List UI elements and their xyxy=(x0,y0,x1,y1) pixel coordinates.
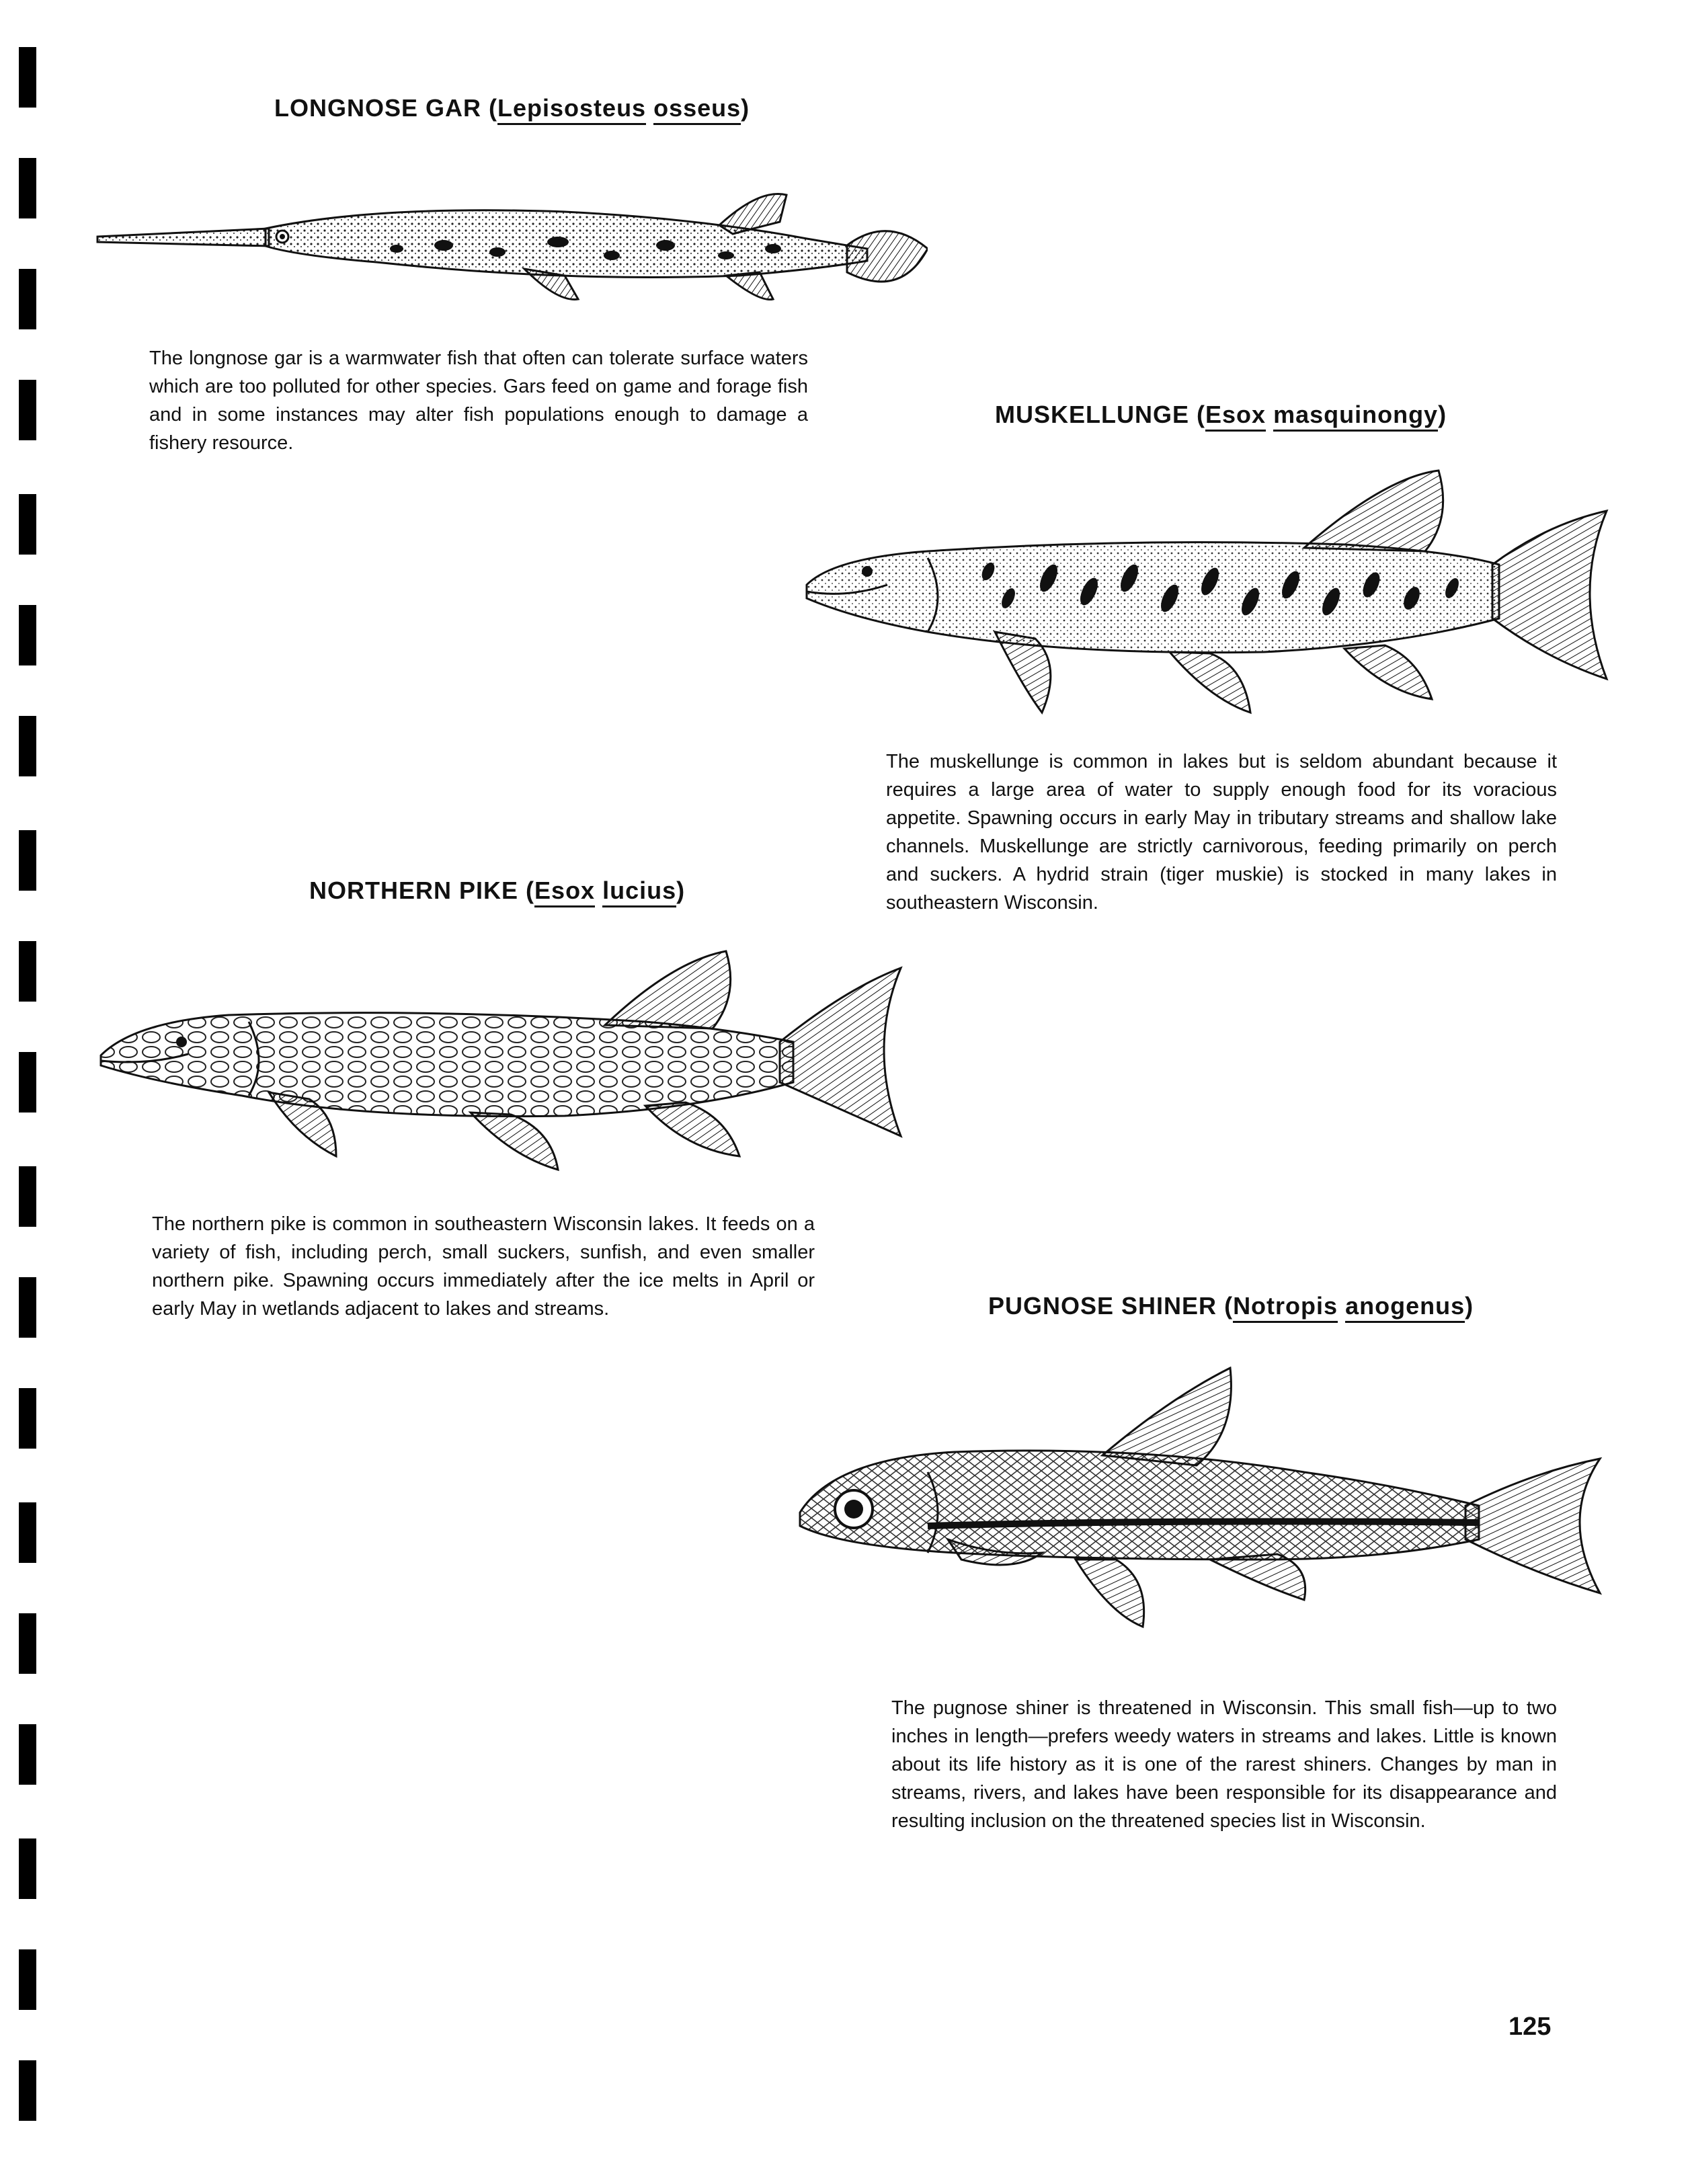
pike-genus: Esox xyxy=(534,877,595,907)
gar-title: LONGNOSE GAR (Lepisosteus osseus) xyxy=(274,94,750,122)
muskellunge-title: MUSKELLUNGE (Esox masquinongy) xyxy=(995,401,1447,429)
gar-species: osseus xyxy=(653,94,741,125)
shiner-title: PUGNOSE SHINER (Notropis anogenus) xyxy=(988,1292,1474,1320)
gar-description: The longnose gar is a warmwater fish that often can tolerate surface waters which are too polluted for other species. Gars feed on game and forage fish and in some instances may alter fish populations enough to damage a fishery resource. xyxy=(149,348,808,454)
binding-mark xyxy=(19,1949,36,2010)
muskellunge-illustration xyxy=(793,464,1613,733)
pike-species: lucius xyxy=(602,877,676,907)
binding-mark xyxy=(19,1388,36,1449)
binding-mark xyxy=(19,1724,36,1785)
binding-mark xyxy=(19,1613,36,1674)
binding-mark xyxy=(19,269,36,329)
binding-mark xyxy=(19,941,36,1002)
northern-pike-illustration xyxy=(94,941,914,1190)
binding-mark xyxy=(19,1052,36,1113)
muskellunge-genus: Esox xyxy=(1205,401,1266,432)
binding-mark xyxy=(19,716,36,776)
binding-mark xyxy=(19,380,36,440)
binding-mark xyxy=(19,1838,36,1899)
binding-mark xyxy=(19,830,36,891)
binding-mark xyxy=(19,1166,36,1227)
gar-genus: Lepisosteus xyxy=(497,94,646,125)
muskellunge-species: masquinongy xyxy=(1273,401,1438,432)
binding-mark xyxy=(19,1277,36,1338)
longnose-gar-illustration xyxy=(94,181,928,323)
page-number: 125 xyxy=(1508,2013,1552,2041)
binding-mark xyxy=(19,158,36,218)
binding-mark xyxy=(19,494,36,555)
shiner-description: The pugnose shiner is threatened in Wisconsin. This small fish—up to two inches in length—prefers weedy waters in streams and lakes. Little is known about its life history as it is one of the rarest shiners. Changes by man in streams, rivers, and lakes have been responsible for its disappearance and resulting inclusion on the threatened species list in Wisconsin. xyxy=(891,1697,1557,1832)
pike-description: The northern pike is common in southeastern Wisconsin lakes. It feeds on a variety of fish, including perch, small suckers, sunfish, and even smaller northern pike. Spawning occurs immediately after the ice melts in April or early May in wetlands adjacent to lakes and streams. xyxy=(152,1213,815,1320)
shiner-species: anogenus xyxy=(1345,1292,1465,1323)
pugnose-shiner-illustration xyxy=(793,1358,1613,1640)
muskellunge-common-name: MUSKELLUNGE xyxy=(995,401,1189,428)
binding-mark xyxy=(19,2060,36,2121)
gar-common-name: LONGNOSE GAR xyxy=(274,94,482,122)
shiner-common-name: PUGNOSE SHINER xyxy=(988,1292,1217,1320)
binding-mark xyxy=(19,47,36,108)
binding-mark xyxy=(19,605,36,665)
muskellunge-description: The muskellunge is common in lakes but is seldom abundant because it requires a large area of water to supply enough food for its voracious appetite. Spawning occurs in early May in tributary streams and shallow lake channels. Muskellunge are strictly carnivorous, feeding primarily on perch and suckers. A hydrid strain (tiger muskie) is stocked in many lakes in southeastern Wisconsin. xyxy=(886,751,1557,914)
pike-common-name: NORTHERN PIKE xyxy=(309,877,519,904)
pike-title: NORTHERN PIKE (Esox lucius) xyxy=(309,877,685,905)
shiner-genus: Notropis xyxy=(1233,1292,1338,1323)
binding-mark xyxy=(19,1502,36,1563)
